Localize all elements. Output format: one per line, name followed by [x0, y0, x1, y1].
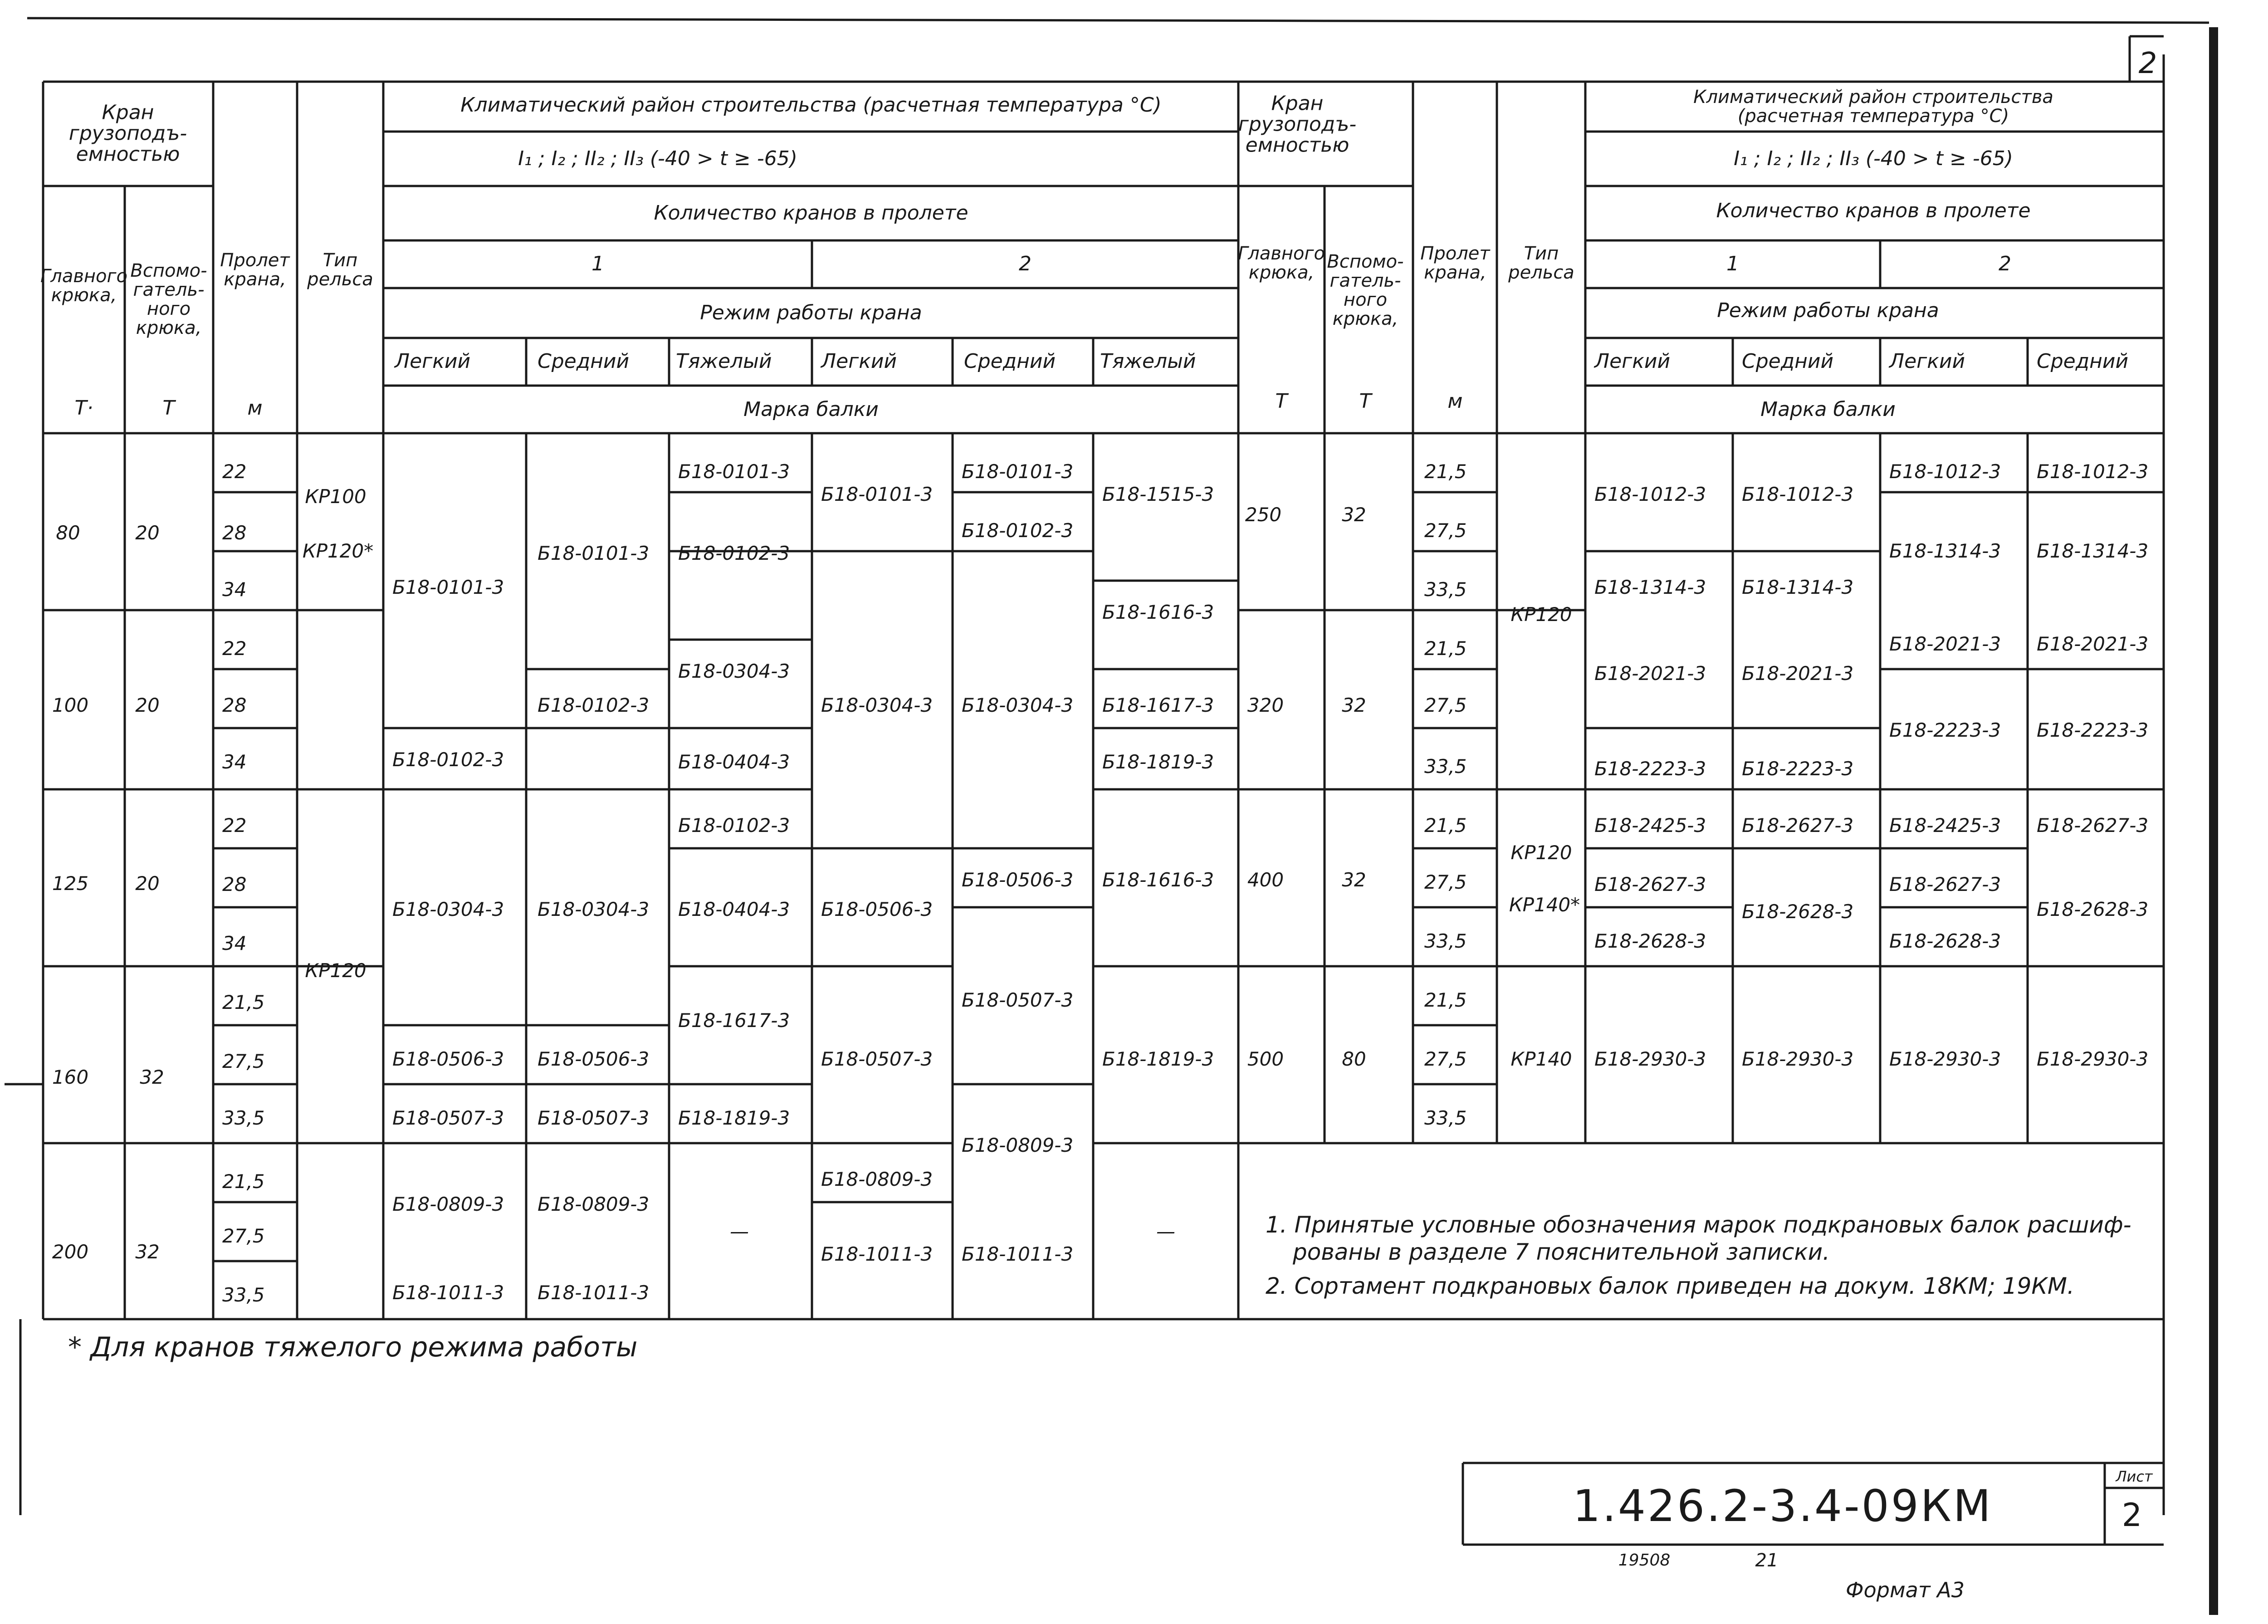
right-span: 21,5 [1424, 814, 1467, 836]
right-climate-sub: I₁ ; I₂ ; II₂ ; II₃ (-40 > t ≥ -65) [1734, 147, 2013, 170]
right-group-aux: 80 [1342, 1048, 1366, 1070]
right-span: 27,5 [1424, 519, 1467, 542]
left-group-aux: 32 [135, 1241, 160, 1263]
left-group-main: 125 [52, 872, 89, 895]
left-light2-mark: Б18-0507-3 [821, 1048, 933, 1070]
left-rail: КР120* [302, 540, 374, 562]
right-medium1-mark: Б18-2627-3 [1742, 814, 1854, 836]
right-light1-mark: Б18-2021-3 [1594, 662, 1706, 685]
left-heavy1-mark: Б18-0404-3 [678, 898, 790, 920]
right-group-aux: 32 [1342, 504, 1366, 526]
right-main-hook-header: Главного крюка, [1237, 243, 1325, 283]
left-span: 34 [222, 932, 247, 954]
left-medium2-mark: Б18-0102-3 [962, 519, 1074, 542]
right-light2-mark: Б18-2223-3 [1889, 719, 2001, 741]
small-number: 21 [1755, 1550, 1779, 1571]
left-heavy1-mark: Б18-0102-3 [678, 542, 790, 564]
right-span: 21,5 [1424, 989, 1467, 1011]
left-medium1-mark: Б18-0506-3 [538, 1048, 650, 1070]
left-light1-mark: Б18-0507-3 [392, 1107, 504, 1129]
right-medium2-mark: Б18-1012-3 [2037, 460, 2149, 483]
left-heavy2-mark: Б18-1616-3 [1102, 601, 1214, 623]
left-medium1-mark: Б18-0101-3 [538, 542, 650, 564]
right-span: 27,5 [1424, 871, 1467, 893]
left-group-aux: 32 [140, 1066, 164, 1088]
right-span: 33,5 [1424, 930, 1467, 952]
right-rail: КР120 [1510, 603, 1572, 626]
left-span: 27,5 [222, 1050, 265, 1072]
right-medium1-mark: Б18-1012-3 [1742, 483, 1854, 505]
left-cranes-count-header: Количество кранов в пролете [654, 201, 968, 225]
right-col-light2: Легкий [1889, 350, 1965, 373]
left-mode-header: Режим работы крана [700, 301, 922, 324]
right-group-main: 400 [1247, 869, 1284, 891]
left-heavy2-mark: Б18-1617-3 [1102, 694, 1214, 716]
left-light1-mark: Б18-1011-3 [392, 1282, 504, 1304]
right-medium2-mark: Б18-2930-3 [2037, 1048, 2149, 1070]
right-cranes-count-header: Количество кранов в пролете [1716, 199, 2031, 222]
right-medium1-mark: Б18-2021-3 [1742, 662, 1854, 685]
left-crane-capacity-header: Кран грузоподъ- емностью [68, 101, 187, 166]
left-medium1-mark: Б18-0304-3 [538, 898, 650, 920]
right-span: 33,5 [1424, 578, 1467, 601]
left-medium2-mark: Б18-0101-3 [962, 460, 1074, 483]
right-medium1-mark: Б18-2223-3 [1742, 758, 1854, 780]
left-aux-hook-header: Вспомо- гатель- ного крюка, [130, 260, 207, 338]
left-light1-mark: Б18-0506-3 [392, 1048, 504, 1070]
left-span: 22 [222, 814, 247, 836]
right-light2-mark: Б18-2021-3 [1889, 633, 2001, 655]
right-light2-mark: Б18-1012-3 [1889, 460, 2001, 483]
left-span: 21,5 [222, 1170, 265, 1193]
document-code: 1.426.2-3.4-09КМ [1573, 1481, 1993, 1531]
left-main-hook-header: Главного крюка, [40, 266, 128, 306]
left-medium1-mark: Б18-0102-3 [538, 694, 650, 716]
right-medium1-mark: Б18-1314-3 [1742, 576, 1854, 598]
left-light2-mark: Б18-0809-3 [821, 1168, 933, 1190]
left-span: 21,5 [222, 991, 265, 1013]
left-rail: КР100 [305, 485, 367, 508]
left-count-1: 1 [591, 252, 604, 275]
right-unit-m: м [1447, 390, 1463, 413]
right-medium2-mark: Б18-2021-3 [2037, 633, 2149, 655]
right-light2-mark: Б18-2627-3 [1889, 873, 2001, 895]
left-span: 22 [222, 637, 247, 660]
note-1a: 1. Принятые условные обозначения марок подкрановых балок расшиф- [1266, 1212, 2131, 1238]
left-heavy1-mark: Б18-1617-3 [678, 1009, 790, 1032]
left-group-aux: 20 [135, 694, 160, 716]
left-heavy1-mark: Б18-0101-3 [678, 460, 790, 483]
left-light1-mark: Б18-0102-3 [392, 748, 504, 771]
right-light1-mark: Б18-2425-3 [1594, 814, 1706, 836]
left-light2-mark: Б18-0304-3 [821, 694, 933, 716]
left-heavy2-mark: Б18-1819-3 [1102, 1048, 1214, 1070]
right-col-medium2: Средний [2037, 350, 2129, 373]
right-group-aux: 32 [1342, 869, 1366, 891]
right-light2-mark: Б18-2628-3 [1889, 930, 2001, 952]
right-group-main: 500 [1247, 1048, 1284, 1070]
left-span: 28 [222, 522, 247, 544]
left-count-2: 2 [1019, 252, 1031, 275]
right-light1-mark: Б18-2628-3 [1594, 930, 1706, 952]
right-span: 33,5 [1424, 1107, 1467, 1129]
left-light1-mark: Б18-0809-3 [392, 1193, 504, 1215]
inventory-number: 19508 [1618, 1551, 1671, 1570]
left-rail-header: Тип рельса [307, 250, 373, 290]
right-medium2-mark: Б18-2223-3 [2037, 719, 2149, 741]
left-medium1-mark: Б18-0507-3 [538, 1107, 650, 1129]
left-unit-t2: Т [162, 396, 175, 420]
right-beam-mark-header: Марка балки [1760, 398, 1896, 421]
left-group-main: 100 [52, 694, 89, 716]
right-light1-mark: Б18-2627-3 [1594, 873, 1706, 895]
right-climate-header: Климатический район строительства (расчетная температура °С) [1693, 87, 2053, 127]
right-count-1: 1 [1726, 252, 1739, 275]
left-climate-sub: I₁ ; I₂ ; II₂ ; II₃ (-40 > t ≥ -65) [518, 147, 797, 170]
left-heavy2-mark: Б18-1616-3 [1102, 869, 1214, 891]
left-heavy1-mark: Б18-0304-3 [678, 660, 790, 682]
left-medium2-mark: Б18-1011-3 [962, 1243, 1074, 1265]
left-heavy1-dash: — [730, 1220, 749, 1242]
left-rail: КР120 [305, 959, 367, 982]
left-span: 27,5 [222, 1225, 265, 1247]
right-light1-mark: Б18-1314-3 [1594, 576, 1706, 598]
left-medium1-mark: Б18-0809-3 [538, 1193, 650, 1215]
note-1b: рованы в разделе 7 пояснительной записки. [1293, 1239, 1830, 1265]
left-medium2-mark: Б18-0506-3 [962, 869, 1074, 891]
right-rail: КР140 [1510, 1048, 1572, 1070]
right-medium1-mark: Б18-2628-3 [1742, 900, 1854, 923]
left-group-main: 200 [52, 1241, 89, 1263]
left-heavy1-mark: Б18-1819-3 [678, 1107, 790, 1129]
left-group-main: 80 [56, 522, 80, 544]
right-col-medium1: Средний [1742, 350, 1834, 373]
page-number: 2 [2138, 47, 2157, 80]
right-group-main: 320 [1247, 694, 1284, 716]
right-medium2-mark: Б18-1314-3 [2037, 540, 2149, 562]
left-medium1-mark: Б18-1011-3 [538, 1282, 650, 1304]
right-light2-mark: Б18-2425-3 [1889, 814, 2001, 836]
left-group-main: 160 [52, 1066, 89, 1088]
format-label: Формат А3 [1846, 1578, 1965, 1602]
right-rail-header: Тип рельса [1508, 243, 1574, 283]
right-light2-mark: Б18-1314-3 [1889, 540, 2001, 562]
right-span: 33,5 [1424, 755, 1467, 778]
right-light1-mark: Б18-1012-3 [1594, 483, 1706, 505]
right-crane-capacity-header: Кран грузоподъ- емностью [1238, 92, 1357, 157]
left-light1-mark: Б18-0304-3 [392, 898, 504, 920]
left-col-medium1: Средний [538, 350, 630, 373]
footnote: * Для кранов тяжелого режима работы [68, 1331, 638, 1363]
left-light2-mark: Б18-1011-3 [821, 1243, 933, 1265]
right-span: 27,5 [1424, 1048, 1467, 1070]
left-beam-mark-header: Марка балки [743, 398, 879, 421]
left-heavy2-dash: — [1156, 1220, 1175, 1242]
left-unit-t1: Т· [74, 396, 93, 420]
left-heavy1-mark: Б18-0102-3 [678, 814, 790, 836]
right-medium1-mark: Б18-2930-3 [1742, 1048, 1854, 1070]
right-medium2-mark: Б18-2627-3 [2037, 814, 2149, 836]
right-span: 27,5 [1424, 694, 1467, 716]
left-span: 33,5 [222, 1284, 265, 1306]
left-light1-mark: Б18-0101-3 [392, 576, 504, 598]
right-span: 21,5 [1424, 460, 1467, 483]
left-span: 28 [222, 873, 247, 895]
left-light2-mark: Б18-0506-3 [821, 898, 933, 920]
left-medium2-mark: Б18-0507-3 [962, 989, 1074, 1011]
left-unit-m: м [247, 396, 263, 420]
left-col-light1: Легкий [395, 350, 471, 373]
right-mode-header: Режим работы крана [1717, 299, 1939, 322]
left-span: 34 [222, 578, 247, 601]
left-span: 34 [222, 751, 247, 773]
right-count-2: 2 [1999, 252, 2011, 275]
right-aux-hook-header: Вспомо- гатель- ного крюка, [1327, 251, 1404, 329]
note-2: 2. Сортамент подкрановых балок приведен на докум. 18КМ; 19КМ. [1266, 1273, 2074, 1299]
right-light2-mark: Б18-2930-3 [1889, 1048, 2001, 1070]
right-unit-t2: Т [1359, 390, 1372, 413]
left-col-medium2: Средний [964, 350, 1056, 373]
right-unit-t1: Т [1275, 390, 1288, 413]
left-climate-header: Климатический район строительства (расчетная температура °С) [460, 93, 1162, 117]
right-col-light1: Легкий [1594, 350, 1671, 373]
left-group-aux: 20 [135, 872, 160, 895]
left-medium2-mark: Б18-0304-3 [962, 694, 1074, 716]
right-rail: КР120 [1510, 841, 1572, 864]
left-col-light2: Легкий [821, 350, 897, 373]
left-medium2-mark: Б18-0809-3 [962, 1134, 1074, 1156]
left-group-aux: 20 [135, 522, 160, 544]
left-col-heavy1: Тяжелый [676, 350, 772, 373]
left-span: 22 [222, 460, 247, 483]
left-span: 28 [222, 694, 247, 716]
left-col-heavy2: Тяжелый [1100, 350, 1196, 373]
right-rail: КР140* [1509, 894, 1580, 916]
left-span-header: Пролет крана, [220, 250, 290, 290]
sheet-label: Лист [2116, 1468, 2153, 1485]
left-heavy2-mark: Б18-1819-3 [1102, 751, 1214, 773]
right-span-header: Пролет крана, [1420, 243, 1490, 283]
right-light1-mark: Б18-2223-3 [1594, 758, 1706, 780]
left-span: 33,5 [222, 1107, 265, 1129]
right-group-main: 250 [1245, 504, 1282, 526]
left-heavy2-mark: Б18-1515-3 [1102, 483, 1214, 505]
right-span: 21,5 [1424, 637, 1467, 660]
left-light2-mark: Б18-0101-3 [821, 483, 933, 505]
right-group-aux: 32 [1342, 694, 1366, 716]
left-heavy1-mark: Б18-0404-3 [678, 751, 790, 773]
right-medium2-mark: Б18-2628-3 [2037, 898, 2149, 920]
sheet-number: 2 [2121, 1497, 2142, 1534]
right-light1-mark: Б18-2930-3 [1594, 1048, 1706, 1070]
